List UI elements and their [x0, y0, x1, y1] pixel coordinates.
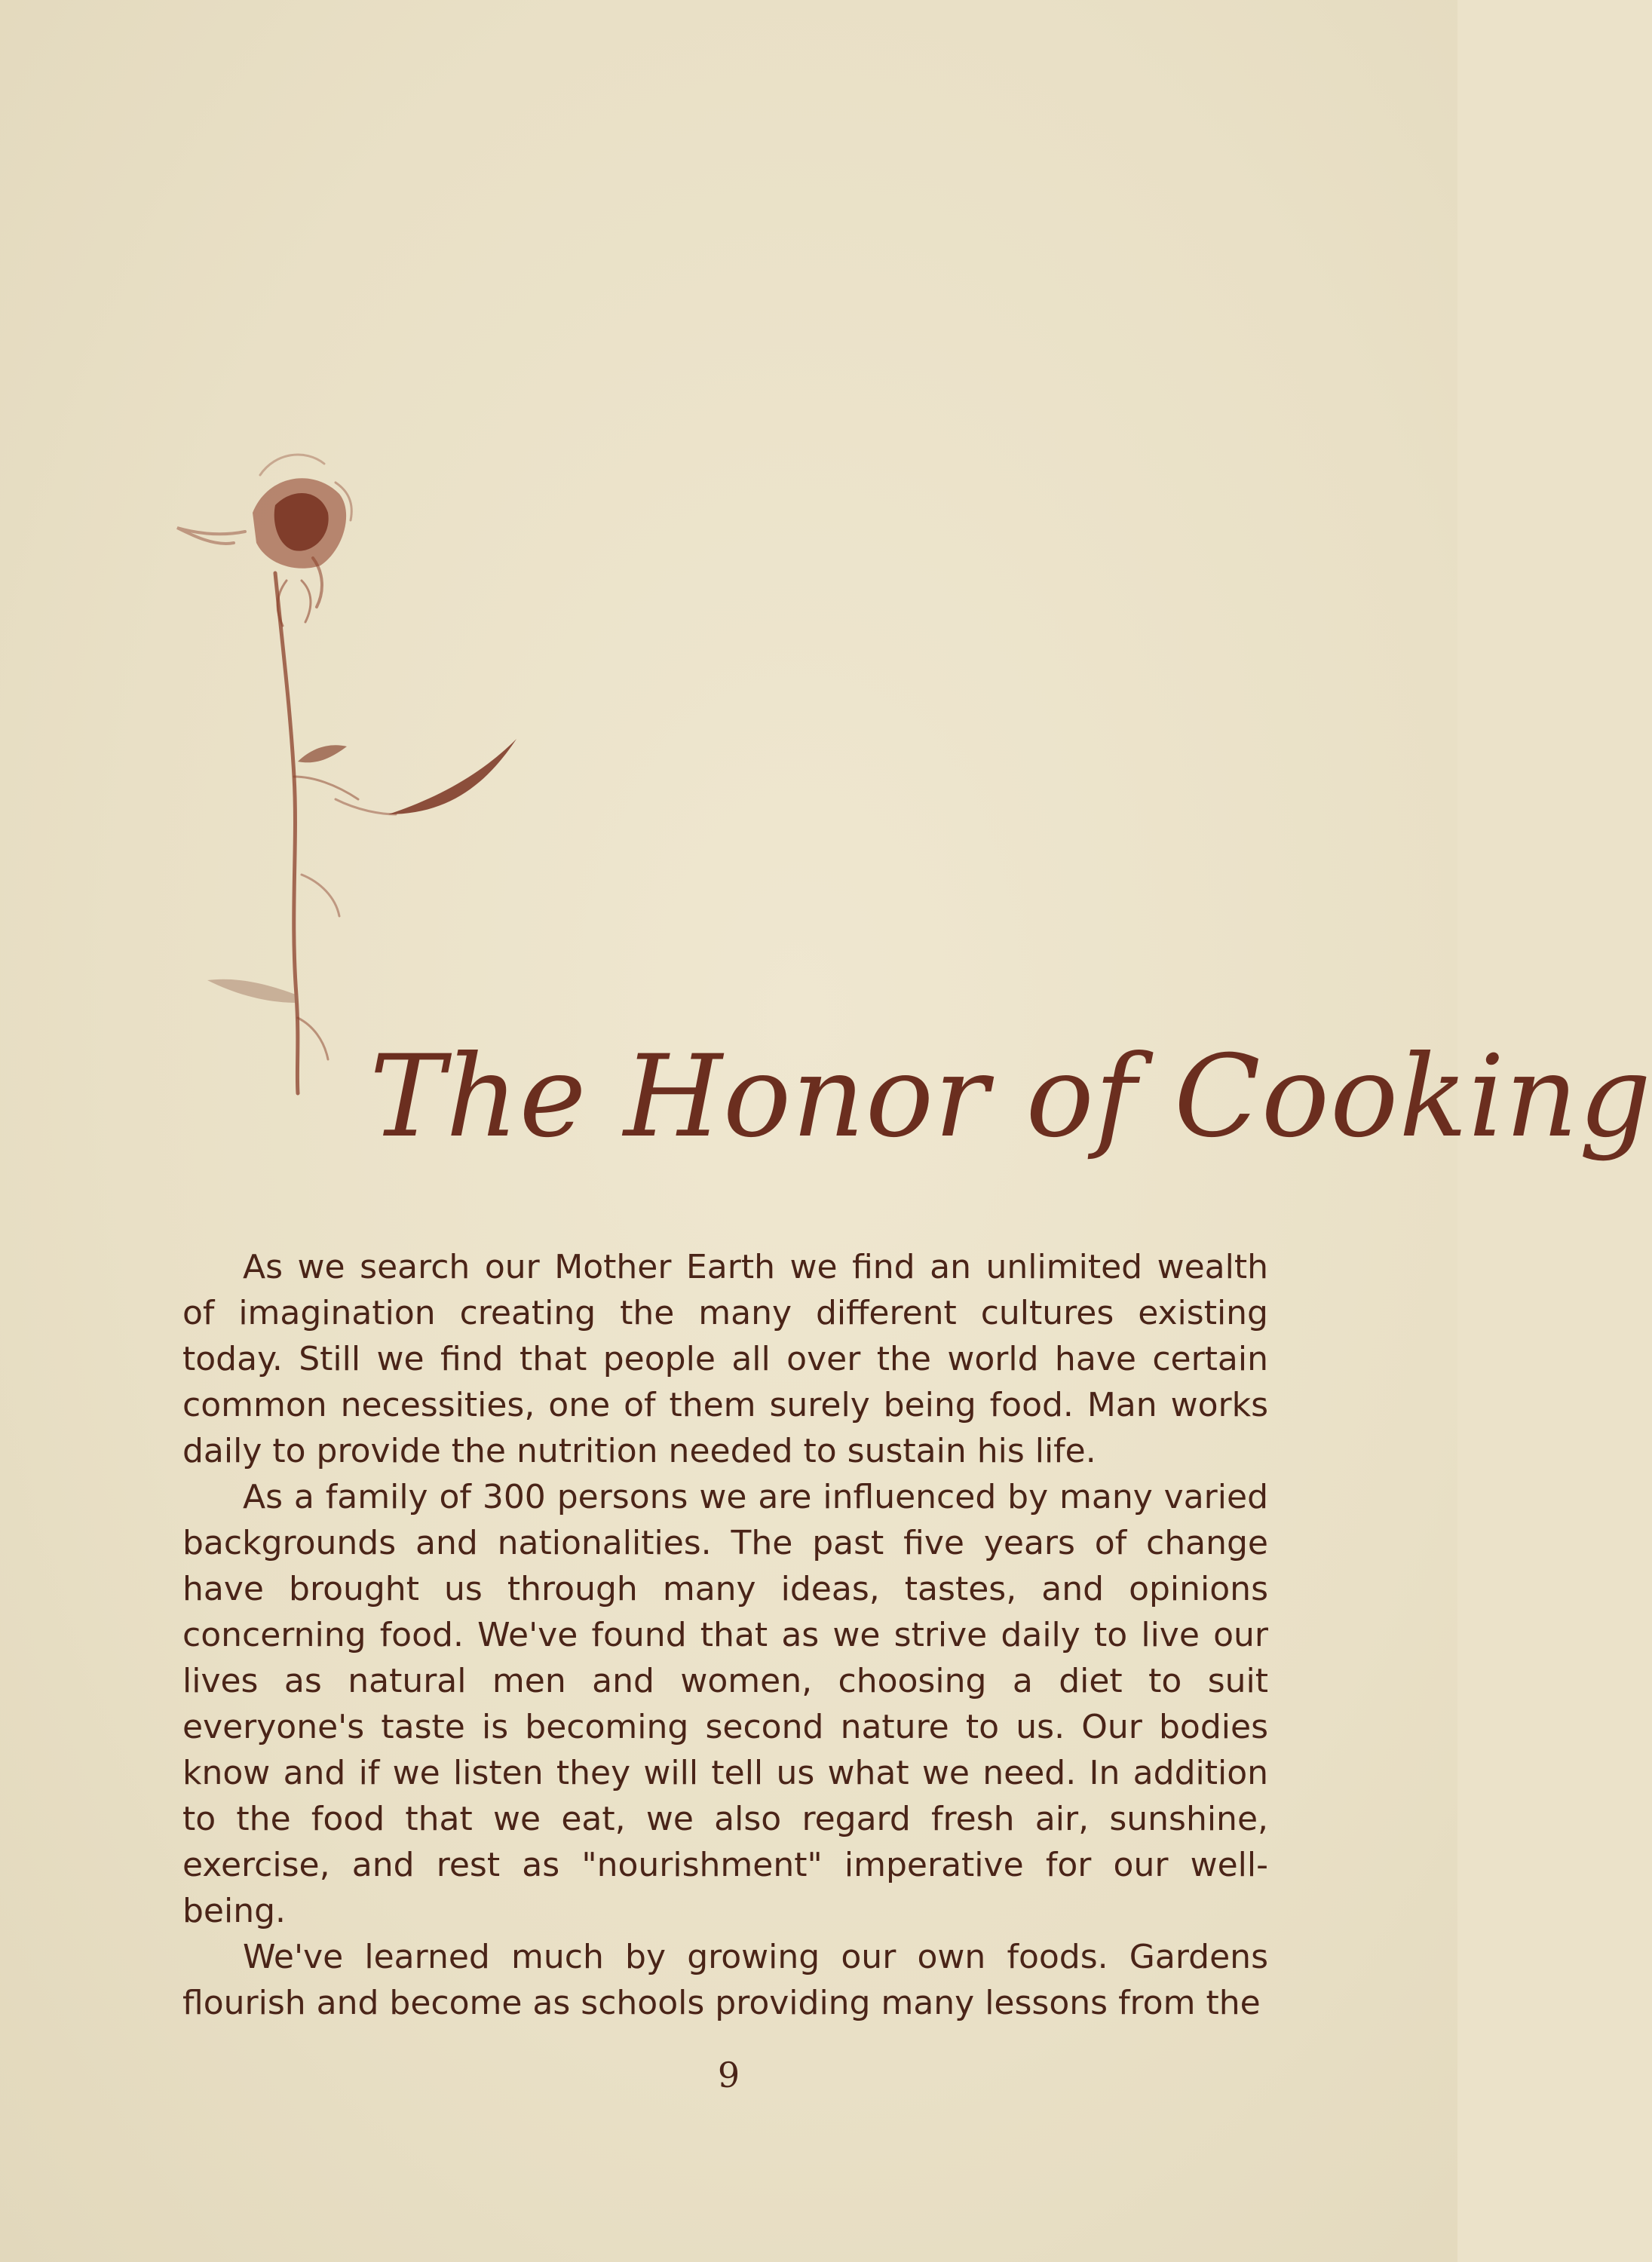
rose-illustration [162, 422, 554, 1101]
paragraph: As a family of 300 persons we are influenced by many varied backgrounds and nationalities. The past five years of change have brought us through many ideas, tastes, and opinions concerning food. We've found that as we strive daily to live our lives as natural men and women, choosing a diet to suit everyone's taste is becoming second nature to us. Our bodies know and if we listen they will tell us what we need. In addition to the food that we eat, we also regard fresh air, sunshine, exercise, and rest as "nourishment" imperative for our well-being. [182, 1478, 1268, 1930]
page-number: 9 [717, 2055, 740, 2095]
paragraph: As we search our Mother Earth we find an unlimited wealth of imagination creating the many different cultures existing today. Still we find that people all over the world have certain common necessities, one of them surely being food. Man works daily to provide the nutrition needed to sustain his life. [182, 1248, 1268, 1470]
page-title: The Honor of Cooking [369, 1031, 1652, 1163]
paragraph: We've learned much by growing our own foods. Gardens flourish and become as schools providing many lessons from the [182, 1938, 1268, 2022]
body-text [182, 1244, 1268, 2026]
